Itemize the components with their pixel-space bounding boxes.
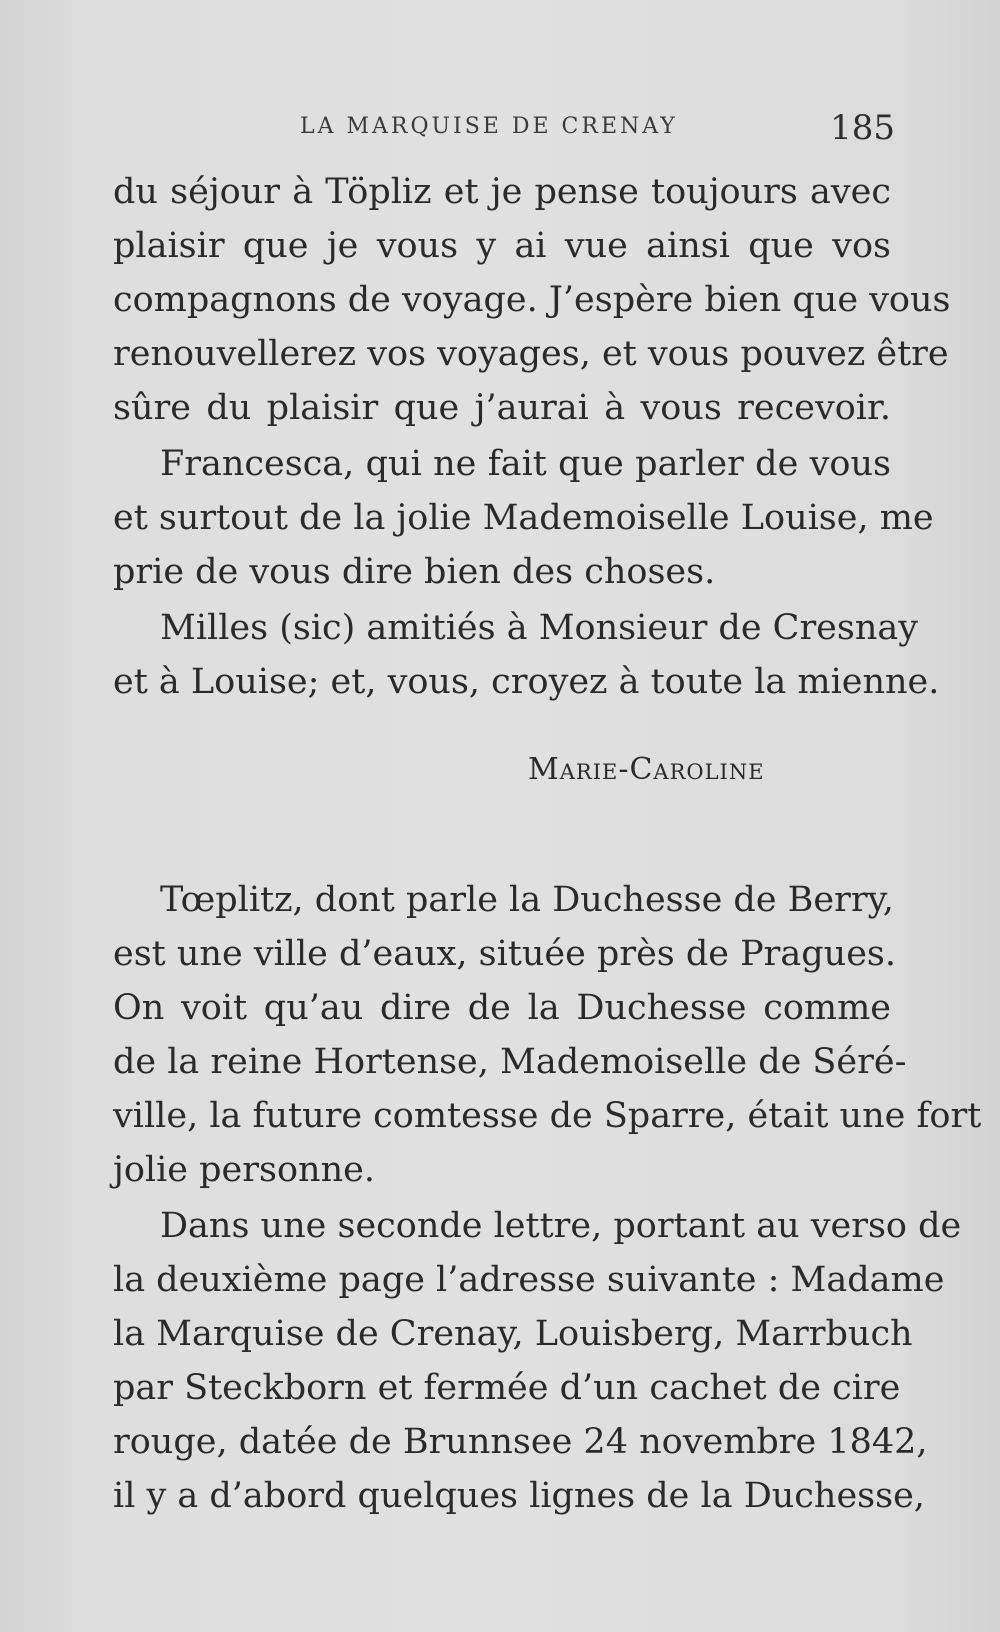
text-line: de la reine Hortense, Mademoiselle de Séré- [113, 1042, 907, 1082]
text-line: rouge, datée de Brunnsee 24 novembre 1842, [113, 1422, 928, 1462]
text-line: prie de vous dire bien des choses. [113, 552, 716, 592]
text-line: Tœplitz, dont parle la Duchesse de Berry, [160, 880, 894, 920]
text-line: compagnons de voyage. J’espère bien que vous [113, 280, 951, 320]
text-line: est une ville d’eaux, située près de Pragues. [113, 934, 897, 974]
text-line: du séjour à Töpliz et je pense toujours avec [113, 172, 891, 212]
text-line: Francesca, qui ne fait que parler de vous [160, 444, 891, 484]
running-header [115, 108, 895, 148]
text-line: Dans une seconde lettre, portant au verso de [160, 1206, 962, 1246]
signature: Marie-Caroline [528, 752, 765, 787]
text-line: la deuxième page l’adresse suivante : Madame [113, 1260, 945, 1300]
text-line: Milles (sic) amitiés à Monsieur de Cresnay [160, 608, 919, 648]
running-title: LA MARQUISE DE CRENAY [300, 114, 678, 139]
text-line: il y a d’abord quelques lignes de la Duchesse, [113, 1476, 925, 1516]
text-line: et surtout de la jolie Mademoiselle Louise, me [113, 498, 934, 538]
text-line: On voit qu’au dire de la Duchesse comme [113, 988, 891, 1028]
text-line: jolie personne. [113, 1150, 375, 1190]
text-line: par Steckborn et fermée d’un cachet de cire [113, 1368, 901, 1408]
text-line: la Marquise de Crenay, Louisberg, Marrbuch [113, 1314, 913, 1354]
text-line: et à Louise; et, vous, croyez à toute la mienne. [113, 662, 940, 702]
page-number: 185 [830, 108, 895, 148]
text-line: renouvellerez vos voyages, et vous pouvez être [113, 334, 949, 374]
text-line: sûre du plaisir que j’aurai à vous recevoir. [113, 388, 891, 428]
text-line: ville, la future comtesse de Sparre, était une fort [113, 1096, 982, 1136]
text-line: plaisir que je vous y ai vue ainsi que vos [113, 226, 891, 266]
